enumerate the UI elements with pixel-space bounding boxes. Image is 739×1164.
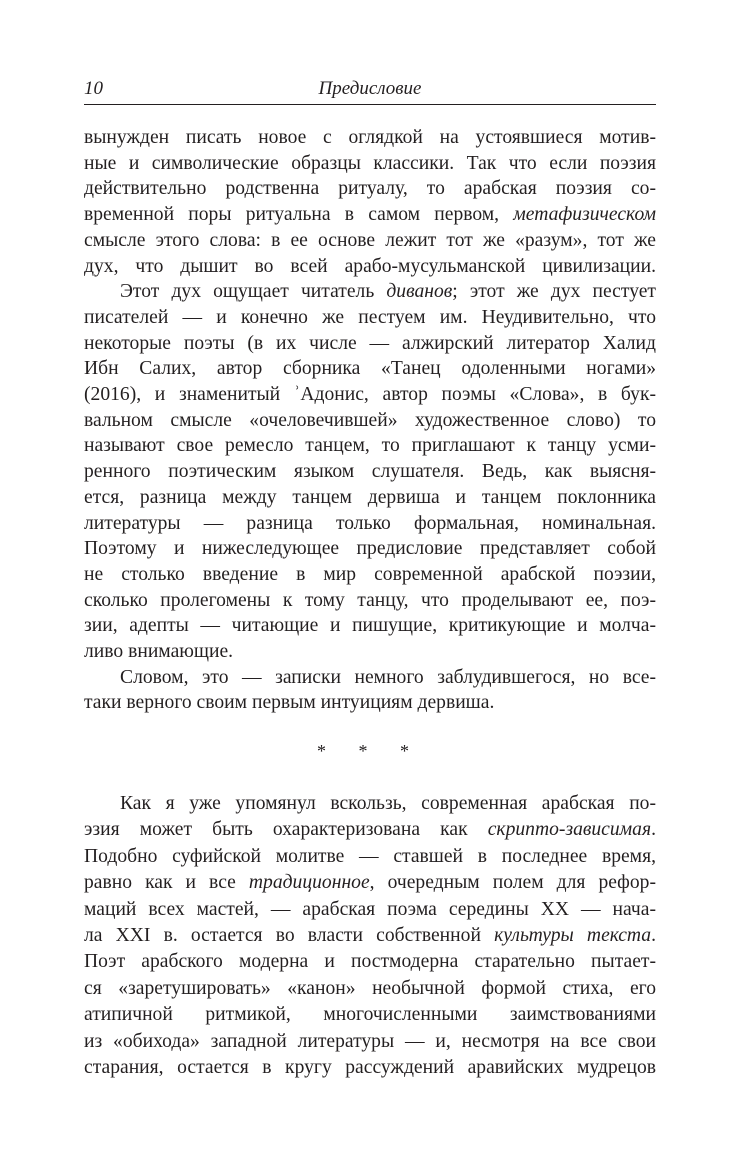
text-line: ла XXI в. остается во власти собственной культуры текста. xyxy=(84,925,656,947)
italic-term: скрипто-зависимая xyxy=(487,819,652,841)
page-number: 10 xyxy=(84,78,103,99)
text-line: Поэт арабского модерна и постмодерна старательно пытает- xyxy=(84,951,656,973)
text-line: эзия может быть охарактеризована как скрипто-зависимая. xyxy=(84,819,656,841)
text-line: Как я уже упомянул вскользь, современная арабская по- xyxy=(120,793,656,814)
text-line: называют свое ремесло танцем, то приглашают к танцу усми- xyxy=(84,435,656,457)
header-title: Предисловие xyxy=(318,78,422,99)
body-text xyxy=(84,125,656,716)
text-line: дух, что дышит во всей арабо-мусульманской цивилизации. xyxy=(84,255,656,277)
text-line: таки верного своим первым интуициям дервиша. xyxy=(84,692,495,714)
text-line: ся «заретушировать» «канон» необычной формой стиха, его xyxy=(84,977,656,999)
text-line: сколько пролегомены к тому танцу, что проделывают ее, поэ- xyxy=(84,589,656,611)
text-line: ется, разница между танцем дервиша и танцем поклонника xyxy=(84,486,656,508)
text-line: (2016), и знаменитый ʾАдонис, автор поэмы «Слова», в бук- xyxy=(84,384,656,406)
text-line: Подобно суфийской молитве — ставшей в последнее время, xyxy=(84,845,656,867)
text-line: зии, адепты — читающие и пишущие, критикующие и молча- xyxy=(84,615,656,637)
paragraph-2 xyxy=(84,279,656,665)
text-line: равно как и все традиционное, очередным полем для рефор- xyxy=(84,872,656,894)
text-line: старания, остается в кругу рассуждений аравийских мудрецов xyxy=(84,1057,656,1079)
text-line: Словом, это — записки немного заблудившегося, но все- xyxy=(120,666,656,688)
text-line: из «обихода» западной литературы — и, несмотря на все свои xyxy=(84,1030,656,1052)
text-line: писателей — и конечно же пестуем им. Неудивительно, что xyxy=(84,306,656,328)
running-header xyxy=(84,78,656,105)
paragraph-3 xyxy=(84,665,656,716)
text-line: временной поры ритуальна в самом первом, метафизическом xyxy=(84,204,656,226)
text-line: ные и символические образцы классики. Так что если поэзия xyxy=(84,152,656,174)
italic-term: метафизическом xyxy=(513,204,656,226)
text-line: маций всех мастей, — арабская поэма середины XX — нача- xyxy=(84,898,656,920)
paragraph-1 xyxy=(84,125,656,279)
italic-term: традиционное xyxy=(248,872,370,894)
section-separator: * * * xyxy=(317,741,423,761)
text-line: вынужден писать новое с оглядкой на устоявшиеся мотив- xyxy=(84,127,656,148)
text-line: действительно родственна ритуалу, то арабская поэзия со- xyxy=(84,178,656,200)
body-text-section-2 xyxy=(84,791,656,1081)
text-line: ливо внимающие. xyxy=(84,641,234,663)
text-line: вальном смысле «очеловечившей» художественное слово) то xyxy=(84,409,656,431)
text-line: Ибн Салих, автор сборника «Танец одоленными ногами» xyxy=(84,358,656,380)
text-line: атипичной ритмикой, многочисленными заимствованиями xyxy=(84,1004,656,1026)
paragraph-4 xyxy=(84,791,656,1081)
text-line: смысле этого слова: в ее основе лежит тот же «разум», тот же xyxy=(84,229,656,251)
text-line: не столько введение в мир современной арабской поэзии, xyxy=(84,563,656,585)
text-line: ренного поэтическим языком слушателя. Ведь, как выясня- xyxy=(84,461,656,483)
text-line: некоторые поэты (в их числе — алжирский литератор Халид xyxy=(84,332,656,354)
italic-term: культуры текста xyxy=(494,925,652,947)
text-line: Этот дух ощущает читатель диванов; этот же дух пестует xyxy=(120,281,656,303)
italic-term: диванов xyxy=(386,281,453,303)
text-line: литературы — разница только формальная, номинальная. xyxy=(84,512,656,534)
text-line: Поэтому и нижеследующее предисловие представляет собой xyxy=(84,538,656,560)
